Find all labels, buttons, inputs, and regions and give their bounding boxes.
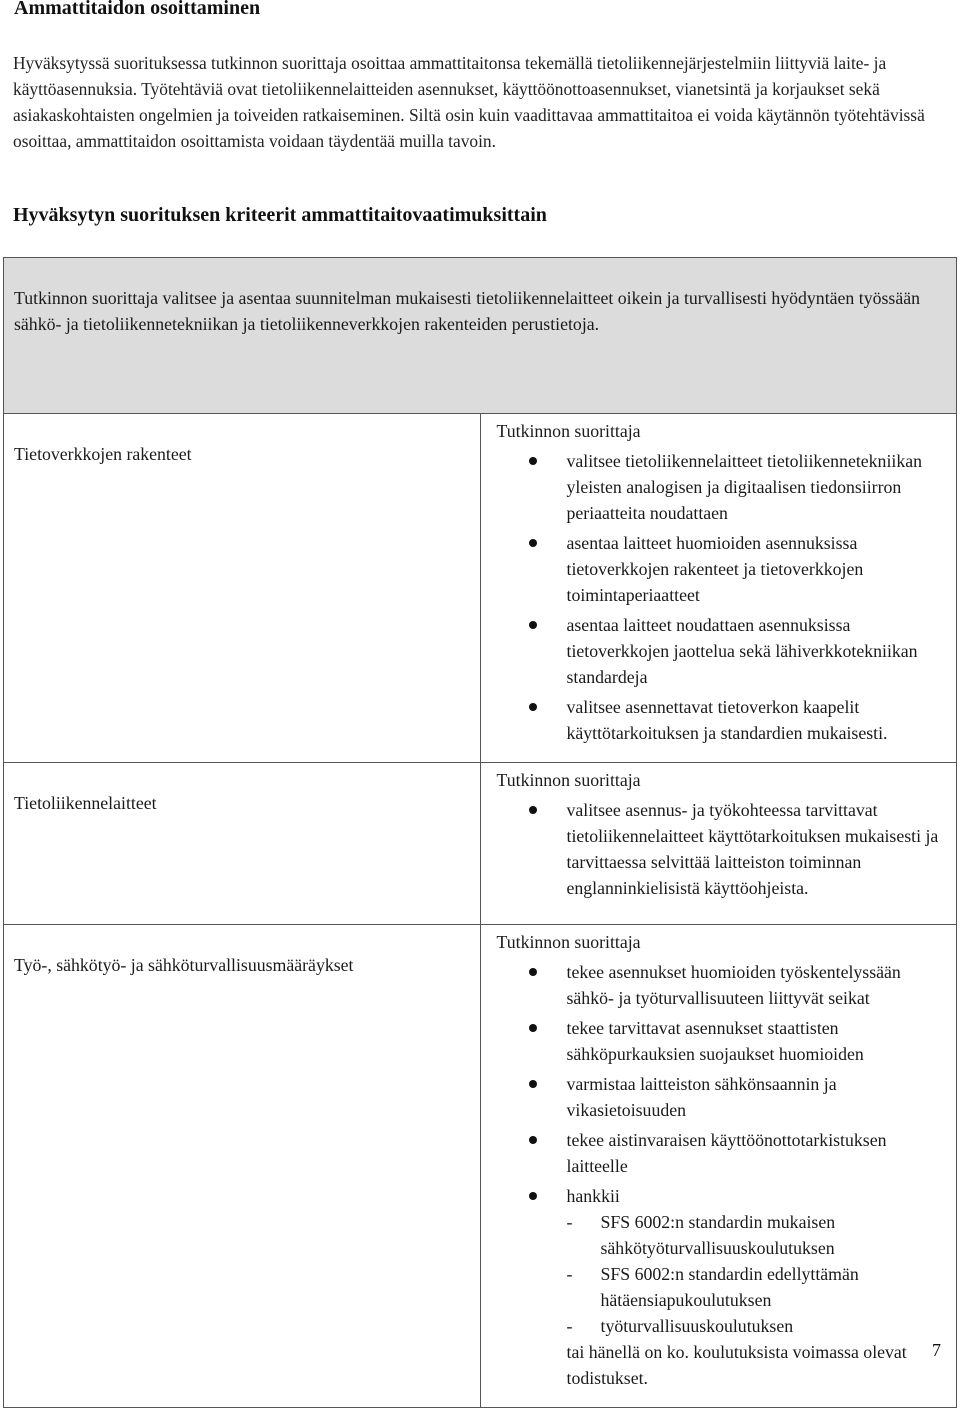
- sub-list-item-text: työturvallisuuskoulutuksen: [600, 1316, 794, 1336]
- closing-note: tai hänellä on ko. koulutuksista voimassa olevat todistukset.: [566, 1342, 907, 1388]
- bullet-icon: [529, 1136, 537, 1144]
- bullet-icon: [529, 1080, 537, 1088]
- sub-list: [567, 1209, 947, 1339]
- bullet-icon: [529, 1192, 537, 1200]
- sub-list-item: [566, 1313, 947, 1339]
- sub-list-item-text: SFS 6002:n standardin edellyttämän hätäensiapukoulutuksen: [600, 1264, 859, 1310]
- table-header-cell: Tutkinnon suorittaja valitsee ja asentaa suunnitelman mukaisesti tietoliikennelaitteet oikein ja turvallisesti hyödyntäen työssään sähkö- ja tietoliikennetekniikan ja tietoliikenneverkkojen rakenteiden perustietoja.: [4, 258, 957, 414]
- list-item-text: tekee aistinvaraisen käyttöönottotarkistuksen laitteelle: [566, 1130, 887, 1176]
- list-item-text: tekee asennukset huomioiden työskentelyssään sähkö- ja työturvallisuuteen liittyvät seikat: [566, 962, 901, 1008]
- bullet-icon: [529, 806, 537, 814]
- table-row: [4, 763, 957, 925]
- list-item-text: asentaa laitteet noudattaen asennuksissa tietoverkkojen jaottelua sekä lähiverkkotekniikan standardeja: [566, 615, 918, 687]
- bullet-icon: [529, 703, 537, 711]
- row-label: Tietoverkkojen rakenteet: [4, 414, 481, 763]
- list-item-text: valitsee tietoliikennelaitteet tietoliikennetekniikan yleisten analogisen ja digitaalisen tiedonsiirron periaatteita noudattaen: [566, 451, 923, 523]
- list-item-text: varmistaa laitteiston sähkönsaannin ja vikasietoisuuden: [566, 1074, 837, 1120]
- list-item: [567, 1071, 947, 1123]
- performer-label: Tutkinnon suorittaja: [496, 421, 641, 441]
- sub-list-item: [566, 1261, 947, 1313]
- row-content: [480, 763, 957, 925]
- bullet-icon: [529, 621, 537, 629]
- list-item-text: hankkii: [566, 1186, 620, 1206]
- criteria-list: [497, 448, 947, 746]
- bullet-icon: [529, 1024, 537, 1032]
- row-label: Työ-, sähkötyö- ja sähköturvallisuusmääräykset: [4, 925, 481, 1408]
- sub-list-item: [566, 1209, 947, 1261]
- page-number: 7: [932, 1340, 941, 1360]
- bullet-icon: [529, 457, 537, 465]
- sub-list-item-text: SFS 6002:n standardin mukaisen sähkötyöturvallisuuskoulutuksen: [600, 1212, 836, 1258]
- list-item: [567, 1015, 947, 1067]
- table-row: [4, 414, 957, 763]
- performer-label: Tutkinnon suorittaja: [496, 770, 641, 790]
- row-content: [480, 414, 957, 763]
- list-item: [567, 448, 947, 526]
- criteria-heading: Hyväksytyn suorituksen kriteerit ammattitaitovaatimuksittain: [13, 204, 547, 226]
- table-row: [4, 925, 957, 1408]
- list-item-text: valitsee asennus- ja työkohteessa tarvittavat tietoliikennelaitteet käyttötarkoituksen mukaisesti ja tarvittaessa selvittää laitteiston toiminnan englanninkielisistä käyttöohjeista.: [566, 800, 939, 898]
- row-content: [480, 925, 957, 1408]
- intro-paragraph: Hyväksytyssä suorituksessa tutkinnon suorittaja osoittaa ammattitaitonsa tekemällä tietoliikennejärjestelmiin liittyviä laite- ja käyttöasennuksia. Työtehtäviä ovat tietoliikennelaitteiden asennukset, käyttöönottoasennukset, vianetsintä ja korjaukset sekä asiakaskohtaisten ongelmien ja toiveiden ratkaiseminen. Siltä osin kuin vaadittavaa ammattitaitoa ei voida käytännön työtehtävissä osoittaa, ammattitaidon osoittamista voidaan täydentää muilla tavoin.: [13, 53, 925, 151]
- criteria-list: [497, 959, 947, 1391]
- performer-label: Tutkinnon suorittaja: [496, 932, 641, 952]
- bullet-icon: [529, 539, 537, 547]
- list-item-text: asentaa laitteet huomioiden asennuksissa tietoverkkojen rakenteet ja tietoverkkojen toimintaperiaatteet: [566, 533, 864, 605]
- list-item: [567, 612, 947, 690]
- list-item-text: valitsee asennettavat tietoverkon kaapelit käyttötarkoituksen ja standardien mukaisesti.: [566, 697, 888, 743]
- page-title: Ammattitaidon osoittaminen: [14, 0, 261, 19]
- dash-icon: -: [566, 1212, 573, 1232]
- row-label: Tietoliikennelaitteet: [4, 763, 481, 925]
- list-item: [567, 959, 947, 1011]
- dash-icon: -: [566, 1316, 573, 1336]
- list-item: [567, 694, 947, 746]
- list-item: [567, 797, 947, 901]
- list-item-text: tekee tarvittavat asennukset staattisten sähköpurkauksien suojaukset huomioiden: [566, 1018, 864, 1064]
- list-item: [567, 530, 947, 608]
- criteria-list: [497, 797, 947, 901]
- bullet-icon: [529, 968, 537, 976]
- dash-icon: -: [566, 1264, 573, 1284]
- requirements-table: [3, 257, 957, 1408]
- list-item: [567, 1127, 947, 1179]
